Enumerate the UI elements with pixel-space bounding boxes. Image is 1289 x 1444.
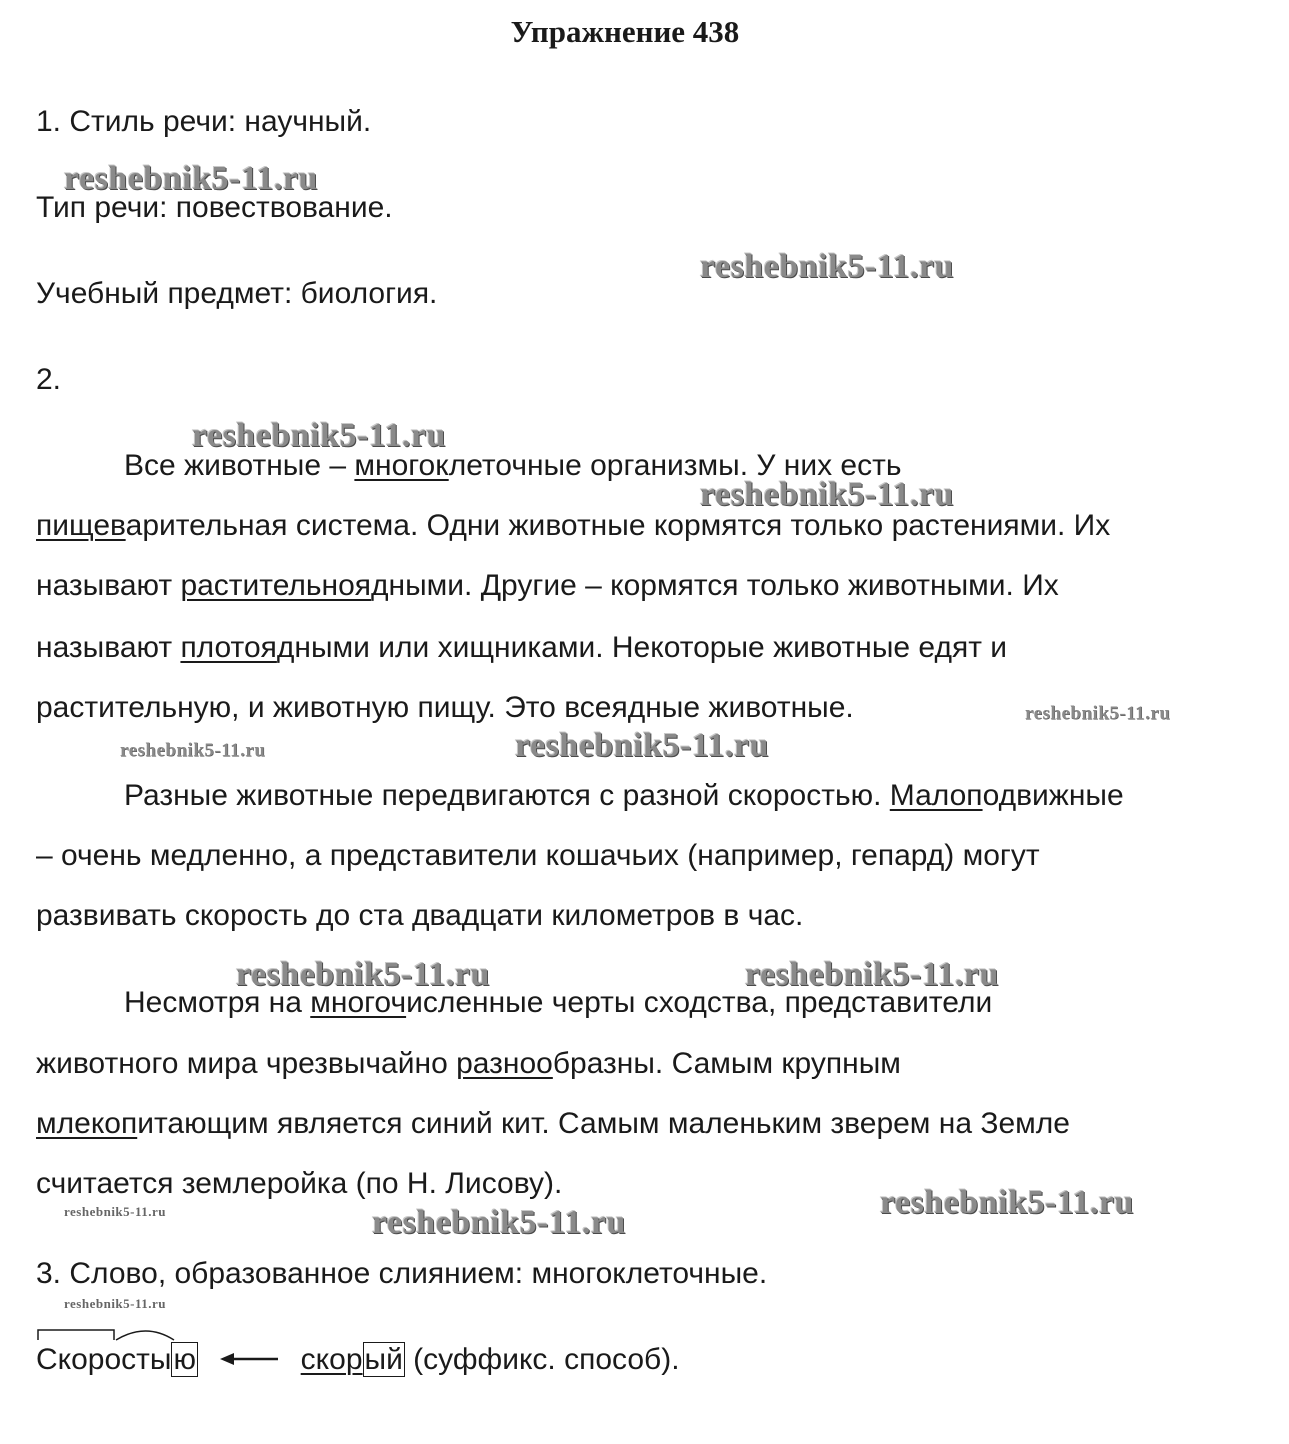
watermark: reshebnik5-11.ru — [236, 956, 490, 993]
word1-ending: ю — [173, 1343, 196, 1376]
text-line: называют плотоядными или хищниками. Некоторые животные едят и — [36, 631, 1008, 664]
watermark: reshebnik5-11.ru — [700, 476, 954, 513]
text-line: Все животные – многоклеточные организмы. У них есть — [124, 449, 902, 482]
watermark: reshebnik5-11.ru — [700, 248, 954, 285]
morpheme-marks-icon — [36, 1326, 236, 1346]
text-line: Несмотря на многочисленные черты сходства, представители — [124, 986, 993, 1019]
text-line: пищеварительная система. Одни животные кормятся только растениями. Их — [36, 509, 1111, 542]
word2-ending: ый — [364, 1343, 403, 1376]
watermark: reshebnik5-11.ru — [64, 1296, 167, 1311]
text-line: называют растительноядными. Другие – кормятся только животными. Их — [36, 569, 1059, 602]
formation-note: (суффикс. способ). — [404, 1343, 680, 1376]
word1-stem: Скоросты — [36, 1343, 172, 1376]
text-line: считается землеройка (по Н. Лисову). — [36, 1167, 563, 1200]
text-line: млекопитающим является синий кит. Самым маленьким зверем на Земле — [36, 1107, 1070, 1140]
watermark: reshebnik5-11.ru — [880, 1184, 1134, 1221]
watermark: reshebnik5-11.ru — [515, 727, 769, 764]
page-title: Упражнение 438 — [510, 14, 740, 49]
word-formation — [36, 1340, 680, 1380]
school-subject: Учебный предмет: биология. — [36, 277, 438, 310]
watermark: reshebnik5-11.ru — [1025, 703, 1171, 724]
watermark: reshebnik5-11.ru — [192, 417, 446, 454]
watermark: reshebnik5-11.ru — [64, 160, 318, 197]
section3-text: 3. Слово, образованное слиянием: многоклеточные. — [36, 1257, 768, 1290]
speech-type: Тип речи: повествование. — [36, 191, 393, 224]
text-line: Разные животные передвигаются с разной скоростью. Малоподвижные — [124, 779, 1124, 812]
text-line: развивать скорость до ста двадцати километров в час. — [36, 899, 804, 932]
arrow-left-icon — [220, 1351, 280, 1367]
text-line: животного мира чрезвычайно разнообразны. Самым крупным — [36, 1047, 901, 1080]
watermark: reshebnik5-11.ru — [64, 1204, 167, 1219]
word2-root: скор — [300, 1343, 363, 1376]
watermark: reshebnik5-11.ru — [120, 740, 266, 761]
watermark: reshebnik5-11.ru — [745, 956, 999, 993]
text-line: – очень медленно, а представители кошачьих (например, гепард) могут — [36, 839, 1040, 872]
text-line: растительную, и животную пищу. Это всеядные животные. — [36, 691, 854, 724]
speech-style: 1. Стиль речи: научный. — [36, 105, 372, 138]
watermark: reshebnik5-11.ru — [372, 1204, 626, 1241]
section2-label: 2. — [36, 363, 62, 396]
